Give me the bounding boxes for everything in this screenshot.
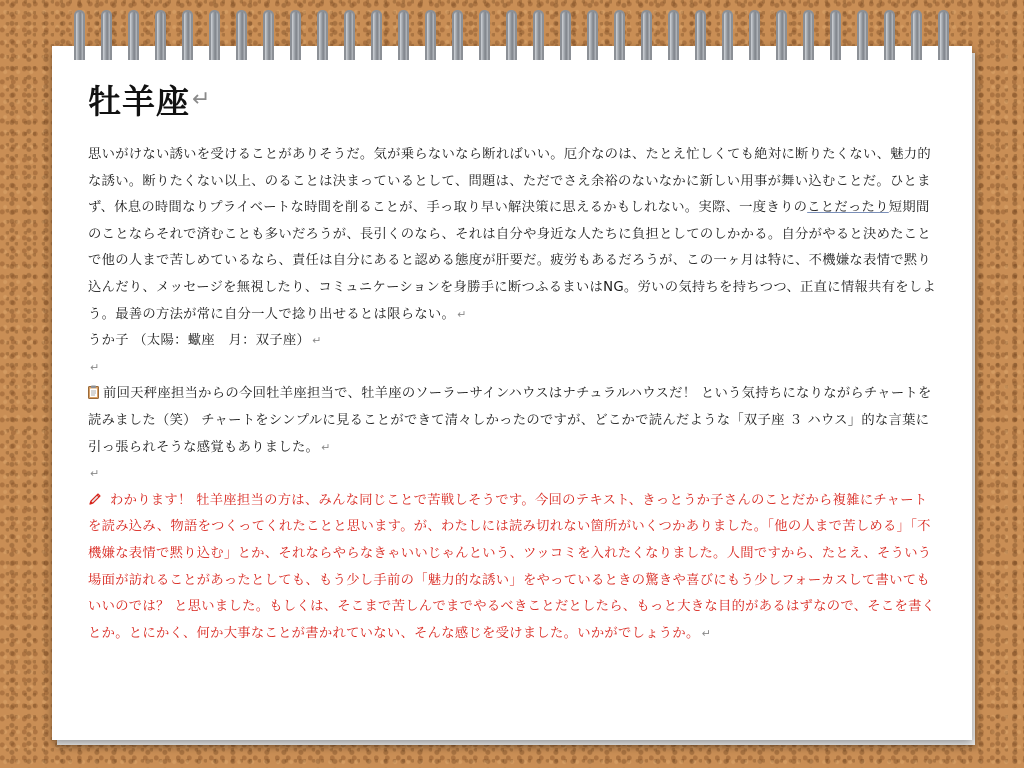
spiral-ring [398,10,409,60]
spiral-ring [209,10,220,60]
spiral-ring [263,10,274,60]
body-text [88,142,940,647]
empty-line [88,461,940,488]
spiral-ring [722,10,733,60]
spiral-ring [371,10,382,60]
empty-line [88,355,940,382]
spiral-ring [830,10,841,60]
spiral-ring [452,10,463,60]
spiral-ring [425,10,436,60]
spiral-ring [533,10,544,60]
spiral-ring [290,10,301,60]
spiral-binding [52,10,972,66]
spiral-ring [776,10,787,60]
return-mark-icon: ↵ [321,440,331,454]
spiral-ring [749,10,760,60]
editor-comment-paragraph: わかります！ 牡羊座担当の方は、みんな同じことで苦戦しそうです。今回のテキスト、きっとうか子さんのことだから複雑にチャートを読み込み、物語をつくってくれたことと思います。が、わたしには読み切れない箇所がいくつかありました。「他の人まで苦しめる」「不機嫌な表情で黙り込む」とか、それならやらなきゃいいじゃんという、ツッコミを入れたくなりました。人間ですから、たとえ、そういう場面が訪れることがあったとしても、もう少し手前の「魅力的な誘い」をやっているときの驚きや喜びにもう少しフォーカスして書いてもいいのでは？ と思いました。もしくは、そこまで苦しんでまでやるべきことだとしたら、もっと大きな目的があるはずなので、そこを書くとか。とにかく、何か大事なことが書かれていない、そんな感じを受けました。いかがでしょうか。 ↵ [88,488,940,648]
spiral-ring [614,10,625,60]
return-mark-icon: ↵ [312,334,322,348]
return-mark-icon: ↵ [701,626,712,640]
spiral-ring [911,10,922,60]
spiral-ring [938,10,949,60]
spiral-ring [884,10,895,60]
spiral-ring [857,10,868,60]
spiral-ring [128,10,139,60]
spiral-ring [803,10,814,60]
spiral-ring [74,10,85,60]
title-row [88,68,940,130]
horoscope-paragraph: 思いがけない誘いを受けることがありそうだ。気が乗らないなら断ればいい。厄介なのは、たとえ忙しくても絶対に断りたくない、魅力的な誘い。断りたくない以上、のることは決まっているとして、問題は、ただでさえ余裕のないなかに新しい用事が舞い込むことだ。ひとまず、休息の時間なりプライベートな時間を削ることが、手っ取り早い解決策に思えるかもしれない。実際、一度きりのことだったり短期間のことならそれで済むことも多いだろうが、長引くのなら、それは自分や身近な人たちに負担としてのしかかる。自分がやると決めたことで他の人まで苦しめているなら、責任は自分にあると認める態度が肝要だ。疲労もあるだろうが、この一ヶ月は特に、不機嫌な表情で黙り込んだり、メッセージを無視したり、コミュニケーションを身勝手に断つふるまいはNG。労いの気持ちを持ちつつ、正直に情報共有をしよう。最善の方法が常に自分一人で捻り出せるとは限らない。 ↵ [88,147,936,322]
clipboard-icon [88,383,99,397]
writer-note-paragraph: 前回天秤座担当からの今回牡羊座担当で、牡羊座のソーラーサインハウスはナチュラルハウスだ！ という気持ちになりながらチャートを読みました（笑） チャートをシンプルに見ることができて清々しかったのですが、どこかで読んだような「双子座 ３ ハウス」的な言葉に引っ張られそうな感覚もありました。 ↵ [88,381,940,461]
return-mark-icon: ↵ [90,467,100,481]
spiral-ring [101,10,112,60]
document-content [88,68,940,647]
return-mark-icon: ↵ [192,86,211,112]
spiral-ring [641,10,652,60]
spiral-ring [695,10,706,60]
spiral-ring [587,10,598,60]
spiral-ring [560,10,571,60]
return-mark-icon: ↵ [90,360,100,374]
underlined-phrase: ことだったり [807,200,889,216]
return-mark-icon: ↵ [457,307,467,321]
spiral-ring [182,10,193,60]
pencil-icon [88,490,102,504]
author-line: うか子 （太陽：蠍座 月：双子座） ↵ [88,333,322,349]
page-title: 牡羊座 [88,81,190,121]
spiral-ring [344,10,355,60]
spiral-ring [506,10,517,60]
spiral-ring [236,10,247,60]
spiral-ring [479,10,490,60]
spiral-ring [668,10,679,60]
spiral-ring [317,10,328,60]
spiral-ring [155,10,166,60]
